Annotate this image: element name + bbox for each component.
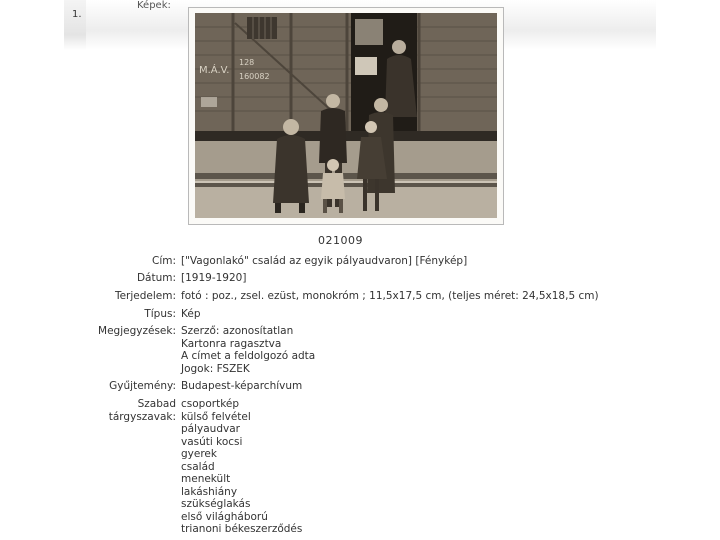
field-label-notes: Megjegyzések: [98,325,176,337]
field-value-collection: Budapest-képarchívum [181,380,303,392]
keyword-list [181,398,302,536]
family-photo [195,13,497,218]
note-line: Kartonra ragasztva [181,337,282,350]
field-label-extent: Terjedelem: [114,290,176,302]
keyword-item: csoportkép [181,398,240,410]
row-number-cell [64,0,86,50]
field-label-keywords [0,398,176,423]
note-line: Jogok: FSZEK [181,362,250,375]
field-label-date: Dátum: [136,272,176,284]
photo-thumbnail[interactable] [188,7,504,225]
wagon-marking-2: 128 [239,58,255,67]
keyword-item: első világháború [181,510,268,523]
keyword-item: vasúti kocsi [181,435,243,448]
note-line: A címet a feldolgozó adta [181,350,316,362]
keyword-item: menekült [181,473,231,485]
keyword-item: külső felvétel [181,410,251,423]
keyword-item: család [181,460,215,473]
keyword-item: lakáshiány [181,485,238,498]
field-value-date: [1919-1920] [181,272,247,284]
keyword-item: trianoni békeszerződés [181,523,303,535]
images-label: Képek: [137,0,171,11]
field-label-type: Típus: [144,308,176,320]
field-value-title: ["Vagonlakó" család az egyik pályaudvaron] [Fénykép] [181,255,468,267]
row-number: 1. [72,9,82,20]
standing-man [319,108,347,163]
keywords-label-line: tárgyszavak: [108,410,176,423]
wagon-marking-1: M.Á.V. [199,65,230,76]
keyword-item: gyerek [181,448,217,460]
field-label-title: Cím: [151,255,176,267]
note-line: Szerző: azonosítatlan [181,325,294,337]
record-id: 021009 [318,234,363,247]
field-value-notes [181,325,315,375]
wagon-marking-3: 160082 [239,72,270,81]
keywords-label-line: Szabad [137,398,176,410]
seated-woman [273,135,309,203]
field-value-extent: fotó : poz., zsel. ezüst, monokróm ; 11,5x17,5 cm, (teljes méret: 24,5x18,5 cm) [181,290,599,302]
keyword-item: szükséglakás [181,498,251,510]
field-label-collection: Gyűjtemény: [109,380,176,392]
keyword-item: pályaudvar [181,423,240,435]
field-value-type: Kép [181,308,201,320]
